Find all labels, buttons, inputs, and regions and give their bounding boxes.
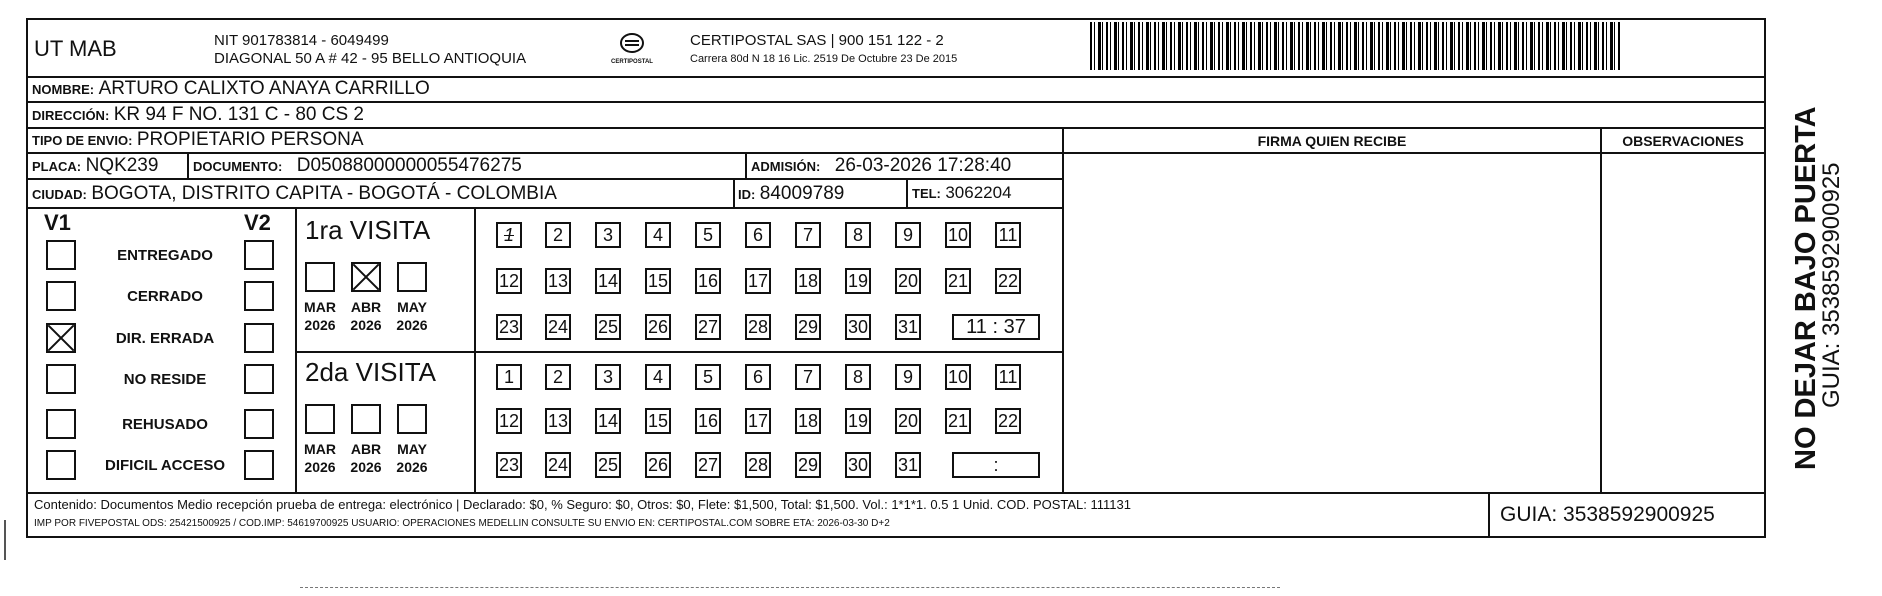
v1-header: V1 xyxy=(44,210,71,235)
tipo-row xyxy=(32,129,364,151)
day-box[interactable]: 23 xyxy=(496,452,522,478)
day-box[interactable]: 30 xyxy=(845,314,871,340)
month-checkbox[interactable] xyxy=(305,404,335,434)
v1-checkbox[interactable] xyxy=(46,323,76,353)
day-box[interactable]: 23 xyxy=(496,314,522,340)
status-option-label: REHUSADO xyxy=(122,416,208,433)
status-option-label: DIR. ERRADA xyxy=(115,330,215,347)
day-box[interactable]: 4 xyxy=(645,364,671,390)
documento-value: D05088000000055476275 xyxy=(296,155,522,176)
tel-row xyxy=(912,183,1012,203)
day-box[interactable]: 8 xyxy=(845,222,871,248)
nit-line: NIT 901783814 - 6049499 xyxy=(214,32,389,49)
day-box[interactable]: 14 xyxy=(595,408,621,434)
ciudad-row xyxy=(32,183,557,205)
tel-label: TEL: xyxy=(912,186,941,201)
firma-header: FIRMA QUIEN RECIBE xyxy=(1257,133,1407,149)
day-box[interactable]: 12 xyxy=(496,408,522,434)
day-box[interactable]: 17 xyxy=(745,408,771,434)
documento-row xyxy=(193,155,522,177)
day-box[interactable]: 27 xyxy=(695,452,721,478)
footer-line2: IMP POR FIVEPOSTAL ODS: 25421500925 / COD.IMP: 54619700925 USUARIO: OPERACIONES MEDELLIN CONSULTE SU ENVIO EN: CERTIPOSTAL.COM SOBRE ETA: 2026-03-30 D+2 xyxy=(34,518,890,529)
sender-address: DIAGONAL 50 A # 42 - 95 BELLO ANTIOQUIA xyxy=(214,50,527,67)
month-label: MAY xyxy=(397,441,427,457)
day-box[interactable]: 7 xyxy=(795,222,821,248)
id-row xyxy=(738,183,844,205)
first-visit-time[interactable]: 11 : 37 xyxy=(952,314,1040,340)
day-box[interactable]: 14 xyxy=(595,268,621,294)
day-box[interactable]: 6 xyxy=(745,364,771,390)
month-year: 2026 xyxy=(396,459,428,475)
direccion-row xyxy=(32,104,364,126)
day-box[interactable]: 28 xyxy=(745,452,771,478)
month-label: ABR xyxy=(350,299,382,315)
admision-label: ADMISIÓN: xyxy=(751,159,821,174)
certipostal-line1: CERTIPOSTAL SAS | 900 151 122 - 2 xyxy=(690,32,944,49)
day-box[interactable]: 12 xyxy=(496,268,522,294)
first-visit-title: 1ra VISITA xyxy=(305,215,431,245)
id-label: ID: xyxy=(738,187,756,202)
day-box[interactable]: 8 xyxy=(845,364,871,390)
day-box[interactable]: 24 xyxy=(545,452,571,478)
status-option-label: CERRADO xyxy=(127,288,203,305)
day-box[interactable]: 26 xyxy=(645,452,671,478)
day-box[interactable]: 4 xyxy=(645,222,671,248)
day-box[interactable]: 10 xyxy=(945,364,971,390)
day-box[interactable]: 21 xyxy=(945,268,971,294)
day-box[interactable]: 16 xyxy=(695,268,721,294)
month-year: 2026 xyxy=(304,459,336,475)
day-box[interactable]: 27 xyxy=(695,314,721,340)
logo-text: CERTIPOSTAL xyxy=(611,59,653,65)
certipostal-logo xyxy=(602,30,662,70)
day-box[interactable]: 13 xyxy=(545,408,571,434)
month-label: MAR xyxy=(304,299,336,315)
second-visit-title: 2da VISITA xyxy=(305,357,437,387)
id-value: 84009789 xyxy=(759,183,845,204)
nombre-row xyxy=(32,78,430,100)
day-box[interactable]: 7 xyxy=(795,364,821,390)
day-box[interactable]: 1 xyxy=(496,364,522,390)
day-box[interactable]: 29 xyxy=(795,452,821,478)
nombre-value: ARTURO CALIXTO ANAYA CARRILLO xyxy=(98,78,430,99)
second-visit-time[interactable]: : xyxy=(952,452,1040,478)
tipo-label: TIPO DE ENVIO: xyxy=(32,133,133,148)
placa-value: NQK239 xyxy=(85,155,159,176)
day-box[interactable]: 5 xyxy=(695,364,721,390)
day-box[interactable]: 2 xyxy=(545,364,571,390)
side-guia: GUIA: 3538592900925 xyxy=(1818,162,1845,408)
day-box[interactable]: 19 xyxy=(845,268,871,294)
month-year: 2026 xyxy=(304,317,336,333)
day-box[interactable]: 22 xyxy=(995,408,1021,434)
status-option-label: DIFICIL ACCESO xyxy=(104,457,225,474)
day-box[interactable]: 28 xyxy=(745,314,771,340)
month-checkbox[interactable] xyxy=(397,262,427,292)
day-box[interactable]: 6 xyxy=(745,222,771,248)
day-box[interactable]: 20 xyxy=(895,268,921,294)
month-checkbox[interactable] xyxy=(305,262,335,292)
day-box[interactable]: 22 xyxy=(995,268,1021,294)
day-box[interactable]: 25 xyxy=(595,314,621,340)
day-box[interactable]: 2 xyxy=(545,222,571,248)
day-box[interactable]: 25 xyxy=(595,452,621,478)
day-box[interactable]: 30 xyxy=(845,452,871,478)
day-box[interactable]: 10 xyxy=(945,222,971,248)
day-box[interactable]: 15 xyxy=(645,268,671,294)
month-checkbox[interactable] xyxy=(351,404,381,434)
v2-header: V2 xyxy=(244,210,271,235)
day-box[interactable]: 16 xyxy=(695,408,721,434)
day-box[interactable]: 21 xyxy=(945,408,971,434)
day-box[interactable]: 20 xyxy=(895,408,921,434)
left-edge-mark xyxy=(4,520,6,560)
month-checkbox[interactable] xyxy=(351,262,381,292)
direccion-label: DIRECCIÓN: xyxy=(32,108,110,123)
bottom-divider xyxy=(300,587,1280,588)
v1-checkbox[interactable] xyxy=(46,281,76,311)
month-label: MAR xyxy=(304,441,336,457)
day-box[interactable]: 31 xyxy=(895,452,921,478)
day-box[interactable]: 18 xyxy=(795,268,821,294)
day-box[interactable]: 3 xyxy=(595,364,621,390)
day-box[interactable]: 11 xyxy=(995,364,1021,390)
month-label: MAY xyxy=(397,299,427,315)
direccion-value: KR 94 F NO. 131 C - 80 CS 2 xyxy=(113,104,364,125)
month-label: ABR xyxy=(350,441,382,457)
month-year: 2026 xyxy=(350,317,382,333)
admision-row xyxy=(751,155,1011,177)
side-warning: NO DEJAR BAJO PUERTA xyxy=(1790,106,1822,470)
v1-checkbox[interactable] xyxy=(46,409,76,439)
month-year: 2026 xyxy=(396,317,428,333)
day-box[interactable]: 13 xyxy=(545,268,571,294)
company-name: UT MAB xyxy=(34,36,117,61)
day-box[interactable]: 31 xyxy=(895,314,921,340)
day-box[interactable]: 1 xyxy=(496,222,522,248)
v1-checkbox[interactable] xyxy=(46,364,76,394)
day-box[interactable]: 15 xyxy=(645,408,671,434)
barcode xyxy=(1090,22,1620,70)
documento-label: DOCUMENTO: xyxy=(193,159,283,174)
day-box[interactable]: 19 xyxy=(845,408,871,434)
day-box[interactable]: 9 xyxy=(895,364,921,390)
certipostal-line2: Carrera 80d N 18 16 Lic. 2519 De Octubre 23 De 2015 xyxy=(690,53,958,65)
tipo-value: PROPIETARIO PERSONA xyxy=(136,129,364,150)
v1-checkbox[interactable] xyxy=(46,240,76,270)
observaciones-header: OBSERVACIONES xyxy=(1622,133,1744,149)
day-box[interactable]: 11 xyxy=(995,222,1021,248)
month-year: 2026 xyxy=(350,459,382,475)
status-option-label: NO RESIDE xyxy=(123,371,207,388)
admision-value: 26-03-2026 17:28:40 xyxy=(834,155,1012,176)
day-box[interactable]: 17 xyxy=(745,268,771,294)
day-box[interactable]: 3 xyxy=(595,222,621,248)
day-box[interactable]: 29 xyxy=(795,314,821,340)
month-checkbox[interactable] xyxy=(397,404,427,434)
placa-row xyxy=(32,155,158,177)
ciudad-value: BOGOTA, DISTRITO CAPITA - BOGOTÁ - COLOMBIA xyxy=(91,183,557,204)
ciudad-label: CIUDAD: xyxy=(32,187,87,202)
tel-value: 3062204 xyxy=(945,183,1012,202)
day-box[interactable]: 5 xyxy=(695,222,721,248)
logo-emblem-icon xyxy=(617,30,647,56)
footer-guia: GUIA: 3538592900925 xyxy=(1500,503,1715,526)
day-box[interactable]: 9 xyxy=(895,222,921,248)
nombre-label: NOMBRE: xyxy=(32,82,95,97)
day-box[interactable]: 26 xyxy=(645,314,671,340)
v1-checkbox[interactable] xyxy=(46,450,76,480)
footer-line1: Contenido: Documentos Medio recepción prueba de entrega: electrónico | Declarado: $0, % Seguro: $0, Otros: $0, Flete: $1,500, Total: $1,500. Vol.: 1*1*1. 0.5 1 Unid. COD. POSTAL: 111131 xyxy=(34,497,1131,512)
day-box[interactable]: 18 xyxy=(795,408,821,434)
status-option-label: ENTREGADO xyxy=(117,247,213,264)
placa-label: PLACA: xyxy=(32,159,82,174)
day-box[interactable]: 24 xyxy=(545,314,571,340)
